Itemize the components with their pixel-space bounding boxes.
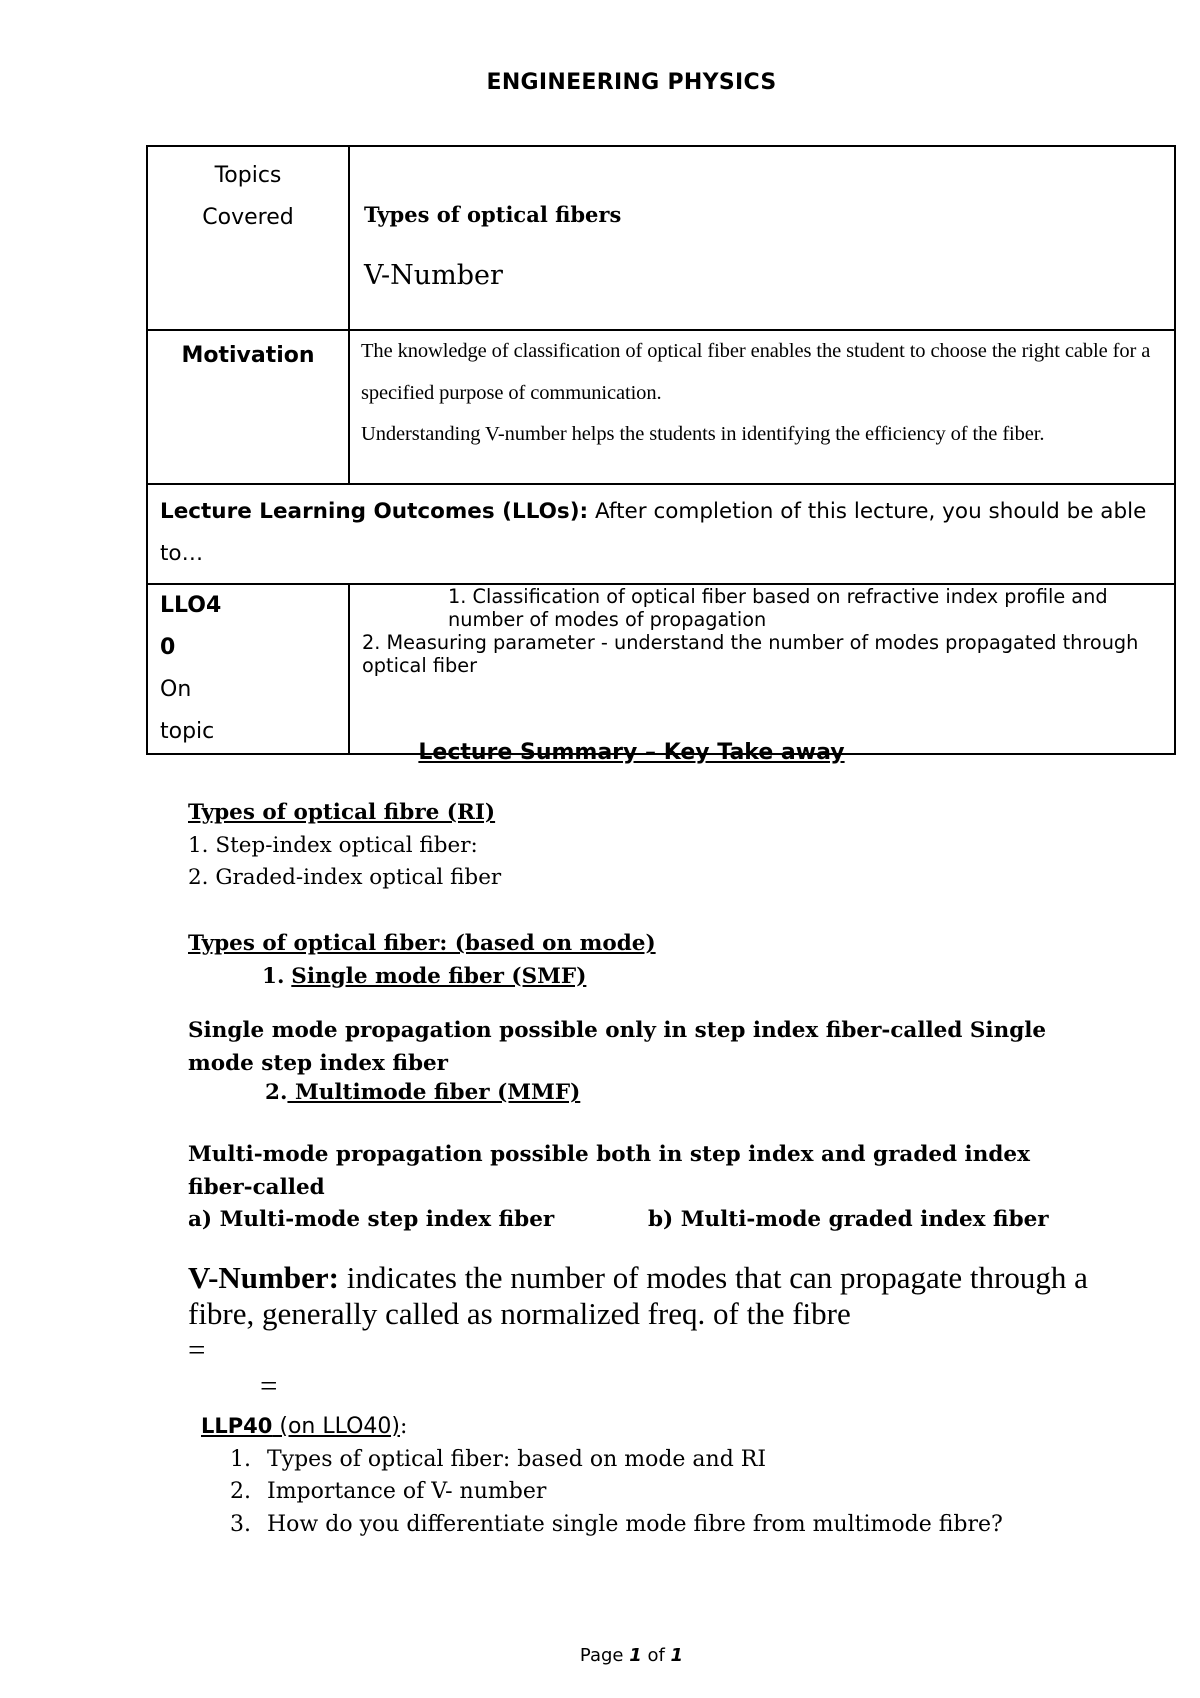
llo-code-cell — [147, 584, 349, 754]
v-number-definition — [188, 1260, 1138, 1404]
summary-heading: Lecture Summary – Key Take away — [418, 740, 845, 765]
llo-items-cell — [349, 584, 1175, 754]
smf-title: Single mode fiber (SMF) — [291, 963, 587, 989]
page-total: 1 — [670, 1645, 684, 1666]
mmf-subtype-b: b) Multi-mode graded index fiber — [648, 1207, 1049, 1232]
lecture-info-table — [146, 145, 1176, 755]
llp-label-rest: (on LLO40) — [272, 1414, 400, 1439]
llp-heading — [201, 1410, 1101, 1444]
llo-header-rest: After completion of this lecture, you should be able to… — [160, 499, 1147, 566]
v-number-text: indicates the number of modes that can propagate through a fibre, generally called as normalized freq. of the fibre — [188, 1260, 1088, 1331]
equation-line-2: = — [260, 1368, 278, 1403]
motivation-text-1: The knowledge of classification of optical fiber enables the student to choose the right cable for a specified purpose of communication. — [361, 340, 1151, 404]
page-word: Page — [579, 1645, 630, 1666]
page-footer — [0, 1645, 1200, 1666]
ri-item-1: 1. Step-index optical fiber: — [188, 832, 478, 858]
llp-item: 1. Types of optical fiber: based on mode and RI — [258, 1444, 1101, 1477]
llp-item: 3. How do you differentiate single mode fibre from multimode fibre? — [258, 1509, 1101, 1542]
llo-row — [147, 584, 1175, 754]
llo-item-1: 1. Classification of optical fiber based on refractive index profile and number of modes of propagation — [448, 585, 1108, 631]
mode-section — [188, 928, 1088, 993]
topics-row — [147, 146, 1175, 330]
mmf-number: 2. — [265, 1080, 288, 1105]
motivation-text-cell — [349, 330, 1175, 484]
topics-label-line-1: Topics — [214, 163, 282, 188]
llp-item: 2. Importance of V- number — [258, 1476, 1101, 1509]
page-number: 1 — [629, 1645, 642, 1666]
llp-list — [201, 1444, 1101, 1542]
motivation-label: Motivation — [147, 330, 349, 484]
llo-code-line-3: On — [160, 677, 192, 702]
of-word: of — [641, 1645, 671, 1666]
mmf-subtypes — [188, 1204, 1088, 1237]
llo-header-bold: Lecture Learning Outcomes (LLOs): — [160, 499, 589, 524]
llp-section — [201, 1410, 1101, 1541]
llo-code-line-4: topic — [160, 719, 215, 744]
motivation-text-2: Understanding V-number helps the students in identifying the efficiency of the fiber. — [361, 423, 1045, 445]
mode-heading: Types of optical fiber: (based on mode) — [188, 931, 656, 956]
llp-label: LLP40 — [201, 1414, 273, 1438]
equation-line-1: = — [188, 1332, 206, 1367]
topic-v-number: V-Number — [364, 260, 503, 291]
mmf-title: Multimode fiber (MMF) — [287, 1080, 581, 1105]
ri-section — [188, 797, 1088, 895]
llo-code-line-1: LLO4 — [160, 593, 222, 618]
ri-item-2: 2. Graded-index optical fiber — [188, 865, 502, 890]
smf-text: Single mode propagation possible only in step index fiber-called Single mode step index fiber — [188, 1018, 1047, 1076]
topic-types-of-fibers: Types of optical fibers — [364, 202, 622, 227]
topics-label-cell — [147, 146, 349, 330]
mmf-heading — [188, 1077, 1165, 1110]
llo-item-2: 2. Measuring parameter - understand the number of modes propagated through optical fiber — [362, 631, 1139, 677]
ri-heading: Types of optical fibre (RI) — [188, 800, 496, 825]
document-title: ENGINEERING PHYSICS — [486, 70, 777, 95]
llo-header-row — [147, 484, 1175, 584]
motivation-row — [147, 330, 1175, 484]
v-number-label: V-Number: — [188, 1260, 339, 1295]
topics-content-cell — [349, 146, 1175, 330]
topics-label-line-2: Covered — [202, 205, 294, 230]
llo-header-cell — [147, 484, 1175, 584]
mmf-subtype-a: a) Multi-mode step index fiber — [188, 1207, 555, 1232]
mmf-text: Multi-mode propagation possible both in step index and graded index fiber-called — [188, 1142, 1030, 1200]
llp-colon: : — [400, 1414, 408, 1439]
smf-heading — [188, 961, 1088, 994]
smf-number: 1. — [262, 963, 285, 989]
llo-code-line-2: 0 — [160, 635, 176, 660]
